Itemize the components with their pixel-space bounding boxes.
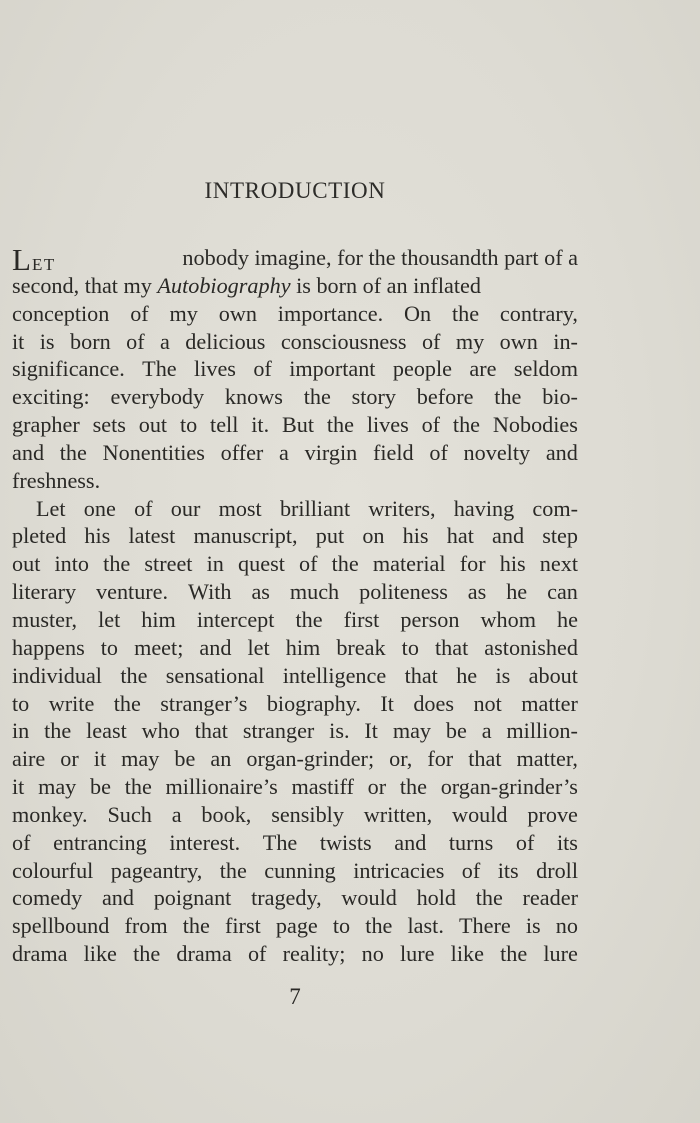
text-line	[12, 829, 578, 857]
paragraph-1	[12, 300, 578, 467]
word: the	[103, 551, 131, 577]
word: conception	[12, 300, 110, 326]
word: the	[120, 662, 148, 688]
word: is	[525, 913, 541, 939]
word: and	[199, 634, 232, 660]
text-line	[12, 606, 578, 634]
word: my	[455, 328, 485, 354]
word: put	[315, 523, 345, 549]
word: consciousness	[280, 328, 407, 354]
word: intercept	[196, 606, 275, 632]
drop-cap: L	[12, 242, 32, 277]
word: colourful	[12, 857, 94, 883]
word: brilliant	[279, 495, 351, 521]
word: On	[403, 300, 432, 326]
word: may	[38, 774, 77, 800]
word: The	[262, 829, 298, 855]
word: intelligence	[282, 662, 387, 688]
word: may	[121, 746, 160, 772]
word: a	[481, 718, 492, 744]
word: of	[299, 551, 318, 577]
text-line	[12, 773, 578, 801]
word: the	[365, 913, 393, 939]
word: it.	[251, 412, 270, 438]
word: everybody	[110, 384, 205, 410]
text-line	[12, 439, 578, 467]
first-line	[12, 242, 578, 277]
text-line	[12, 884, 578, 912]
text-line	[12, 857, 578, 885]
word: The	[142, 356, 177, 382]
word: step	[542, 523, 578, 549]
word: muster,	[12, 606, 78, 632]
word: would	[452, 801, 508, 827]
word: individual	[12, 662, 102, 688]
word: politeness	[359, 579, 448, 605]
text-line	[12, 522, 578, 550]
word: to	[401, 634, 419, 660]
word: bio-	[542, 384, 578, 410]
word: one	[83, 495, 116, 521]
line-segment	[12, 272, 481, 300]
word: of	[461, 857, 481, 883]
word: next	[539, 551, 578, 577]
word: own	[218, 300, 257, 326]
word: meet;	[134, 634, 184, 660]
word: There	[459, 913, 511, 939]
word: sensibly	[271, 801, 344, 827]
word: of	[421, 328, 441, 354]
word: significance.	[12, 356, 125, 382]
word: knows	[224, 384, 283, 410]
word: seldom	[513, 356, 578, 382]
word: delicious	[185, 328, 266, 354]
word: venture.	[96, 579, 169, 605]
word: like	[83, 941, 117, 967]
text-line	[12, 940, 578, 968]
word: entrancing	[53, 829, 147, 855]
word: reader	[522, 885, 578, 911]
text-line	[12, 717, 578, 745]
word: the	[399, 774, 427, 800]
word: the	[59, 439, 87, 465]
word: is.	[329, 718, 350, 744]
word: important	[289, 356, 376, 382]
word: With	[188, 579, 232, 605]
drop-cap-word	[12, 242, 56, 277]
word: writers,	[368, 495, 436, 521]
word: no	[555, 913, 578, 939]
word: last.	[407, 913, 444, 939]
page-number: 7	[289, 984, 301, 1009]
word: stranger’s	[160, 690, 248, 716]
word: for	[427, 746, 454, 772]
word: tragedy,	[251, 885, 322, 911]
text-line	[12, 801, 578, 829]
word: for	[459, 551, 486, 577]
word: field	[372, 439, 414, 465]
word: organ-grinder’s	[440, 774, 578, 800]
word: spellbound	[12, 913, 110, 939]
word: write	[48, 690, 95, 716]
word: literary	[12, 579, 77, 605]
word: latest	[128, 523, 176, 549]
word: would	[341, 885, 397, 911]
word: and	[394, 829, 427, 855]
word: he	[506, 579, 528, 605]
word: out	[138, 412, 168, 438]
word: that	[434, 634, 469, 660]
word: lure	[543, 941, 578, 967]
word: my	[169, 300, 198, 326]
word: the	[451, 300, 480, 326]
text-line	[12, 383, 578, 411]
word: quest	[238, 551, 285, 577]
word: a	[279, 439, 289, 465]
word: to	[332, 913, 351, 939]
word: not	[473, 690, 502, 716]
word: happens	[12, 634, 85, 660]
word: of	[12, 829, 31, 855]
word: importance.	[277, 300, 384, 326]
word: the	[182, 913, 210, 939]
word: hold	[416, 885, 457, 911]
word: out	[12, 551, 41, 577]
word: offer	[220, 439, 264, 465]
word: the	[452, 412, 481, 438]
word: book,	[201, 801, 252, 827]
word: exciting:	[12, 384, 90, 410]
word: an	[210, 746, 232, 772]
chapter-heading: INTRODUCTION	[204, 178, 386, 203]
word: and	[101, 885, 134, 911]
word: does	[413, 690, 454, 716]
word: reality;	[282, 941, 346, 967]
word: to	[100, 634, 119, 660]
word: biography.	[266, 690, 361, 716]
word: own	[499, 328, 538, 354]
word: astonished	[484, 634, 578, 660]
word: lives	[194, 356, 236, 382]
word: written,	[363, 801, 433, 827]
word: or	[367, 774, 387, 800]
word: turns	[448, 829, 494, 855]
word: first	[225, 913, 261, 939]
text-line	[12, 328, 578, 356]
word: of	[253, 356, 272, 382]
word: it	[12, 774, 25, 800]
text-line	[12, 272, 578, 300]
word: him	[285, 634, 321, 660]
word: aire	[12, 746, 46, 772]
word: in-	[553, 328, 578, 354]
word: it	[12, 328, 25, 354]
word: of	[130, 300, 149, 326]
text-line	[12, 550, 578, 578]
word: mastiff	[291, 774, 354, 800]
text-line	[12, 411, 578, 439]
word: drama	[176, 941, 232, 967]
word: least	[86, 718, 127, 744]
word: break	[336, 634, 386, 660]
word: of	[421, 412, 441, 438]
word: most	[218, 495, 262, 521]
book-title-italic: Autobiography	[157, 272, 291, 298]
word: stranger	[242, 718, 315, 744]
word: poignant	[153, 885, 232, 911]
word: grapher	[12, 412, 80, 438]
word: born	[70, 328, 111, 354]
word: much	[289, 579, 340, 605]
word: the	[326, 412, 354, 438]
word: like	[450, 941, 484, 967]
word: the	[295, 606, 323, 632]
word: before	[416, 384, 474, 410]
word: sensational	[165, 662, 265, 688]
word: Let	[36, 495, 66, 521]
word: its	[497, 857, 519, 883]
small-caps-word: ET	[31, 255, 56, 274]
word: the	[124, 774, 152, 800]
text-line: freshness.	[12, 467, 101, 493]
word: the	[500, 941, 528, 967]
text-line	[12, 662, 578, 690]
word: be	[445, 718, 467, 744]
word: of	[134, 495, 153, 521]
word: hat	[446, 523, 474, 549]
word: pleted	[12, 523, 67, 549]
word: interest.	[169, 829, 241, 855]
word: and	[492, 523, 525, 549]
word: no	[361, 941, 384, 967]
word: the	[113, 690, 141, 716]
text-line	[12, 912, 578, 940]
word: let	[98, 606, 121, 632]
word: lure	[399, 941, 435, 967]
word: drama	[12, 941, 68, 967]
word: the	[475, 885, 503, 911]
word: that	[194, 718, 228, 744]
word: million-	[506, 718, 578, 744]
text-line	[12, 690, 578, 718]
word: a	[171, 801, 182, 827]
word: of	[515, 829, 535, 855]
word: to	[12, 690, 30, 716]
word: It	[380, 690, 394, 716]
word: monkey.	[12, 801, 88, 827]
word: as	[251, 579, 270, 605]
word: intricacies	[353, 857, 445, 883]
word: manuscript,	[193, 523, 298, 549]
text-line	[12, 578, 578, 606]
word: prove	[527, 801, 578, 827]
word: or,	[389, 746, 413, 772]
word: he	[456, 662, 478, 688]
line-text: is born of an inflated	[290, 272, 481, 298]
word: com-	[532, 495, 578, 521]
word: his	[402, 523, 429, 549]
word: contrary,	[499, 300, 578, 326]
word: let	[247, 634, 270, 660]
word: of	[429, 439, 448, 465]
line-text: second, that my	[12, 272, 158, 298]
word: the	[303, 384, 331, 410]
word: droll	[536, 857, 578, 883]
body-text	[12, 244, 578, 968]
word: first	[343, 606, 380, 632]
word: street	[144, 551, 193, 577]
text-line	[12, 495, 578, 523]
text-line	[12, 300, 578, 328]
word: or	[60, 746, 79, 772]
word: Such	[107, 801, 152, 827]
word: the	[133, 941, 161, 967]
word: whom	[480, 606, 536, 632]
word: people	[392, 356, 453, 382]
word: material	[372, 551, 446, 577]
word: It	[364, 718, 378, 744]
word: of	[126, 328, 145, 354]
word: it	[93, 746, 107, 772]
word: a	[160, 328, 170, 354]
word: in	[12, 718, 30, 744]
text-line	[12, 634, 578, 662]
word: matter	[521, 690, 578, 716]
word: can	[547, 579, 578, 605]
word: of	[247, 941, 267, 967]
word: about	[528, 662, 578, 688]
word: lives	[366, 412, 409, 438]
word: he	[557, 606, 578, 632]
paragraph-2	[12, 495, 578, 968]
word: pageantry,	[110, 857, 203, 883]
text-line	[12, 745, 578, 773]
word: story	[351, 384, 396, 410]
word: the	[331, 551, 359, 577]
word: who	[141, 718, 180, 744]
word: on	[362, 523, 385, 549]
word: into	[54, 551, 90, 577]
first-line-text: nobody imagine, for the thousandth part of a	[176, 245, 578, 270]
word: may	[392, 718, 432, 744]
word: twists	[319, 829, 372, 855]
word: comedy	[12, 885, 83, 911]
word: in	[206, 551, 224, 577]
word: novelty	[463, 439, 531, 465]
word: his	[499, 551, 526, 577]
word: is	[495, 662, 511, 688]
word: Nonentities	[102, 439, 205, 465]
word: millionaire’s	[165, 774, 278, 800]
word: and	[12, 439, 45, 465]
word: tell	[210, 412, 239, 438]
word: matter,	[516, 746, 578, 772]
word: him	[141, 606, 176, 632]
word: its	[556, 829, 578, 855]
word: his	[84, 523, 111, 549]
word: from	[124, 913, 168, 939]
word: cunning	[264, 857, 336, 883]
word: to	[179, 412, 198, 438]
word: and	[545, 439, 578, 465]
word: that	[404, 662, 438, 688]
word: as	[467, 579, 487, 605]
word: page	[275, 913, 318, 939]
word: having	[453, 495, 515, 521]
word: the	[494, 384, 522, 410]
word: organ-grinder;	[246, 746, 375, 772]
word: virgin	[304, 439, 358, 465]
word: our	[170, 495, 201, 521]
word: be	[90, 774, 111, 800]
word: the	[219, 857, 247, 883]
word: sets	[92, 412, 126, 438]
word: Nobodies	[492, 412, 578, 438]
word: the	[44, 718, 72, 744]
word: are	[469, 356, 497, 382]
word: But	[281, 412, 315, 438]
word: is	[39, 328, 55, 354]
word: person	[400, 606, 460, 632]
text-line	[12, 355, 578, 383]
word: that	[468, 746, 502, 772]
word: be	[174, 746, 196, 772]
